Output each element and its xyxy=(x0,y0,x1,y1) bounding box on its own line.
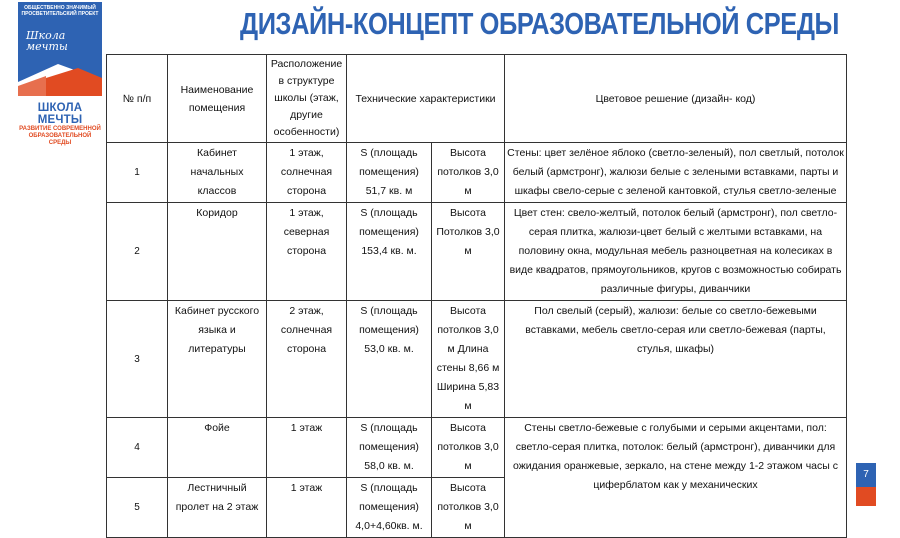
header-tech: Технические характеристики xyxy=(347,55,505,143)
row-num: 1 xyxy=(107,143,168,203)
row-area: S (площадь помещения) 153,4 кв. м. xyxy=(347,203,432,301)
logo-name: ШКОЛА МЕЧТЫ xyxy=(37,102,83,126)
row-height: Высота потолков 3,0 м xyxy=(432,143,505,203)
row-location: 1 этаж xyxy=(267,418,347,478)
page-accent-bar xyxy=(856,487,876,506)
row-height: Высота Потолков 3,0 м xyxy=(432,203,505,301)
row-location: 2 этаж, солнечная сторона xyxy=(267,301,347,418)
header-name: Наименование помещения xyxy=(168,55,267,143)
table-row xyxy=(107,203,847,301)
row-location: 1 этаж xyxy=(267,478,347,538)
logo-script-text: Школа мечты xyxy=(26,29,68,53)
header-num: № п/п xyxy=(107,55,168,143)
logo-subtitle: РАЗВИТИЕ СОВРЕМЕННОЙ ОБРАЗОВАТЕЛЬНОЙ СРЕДЫ xyxy=(19,126,101,146)
table-row xyxy=(107,418,847,478)
table-row xyxy=(107,301,847,418)
logo-emblem xyxy=(18,24,102,96)
row-location: 1 этаж, северная сторона xyxy=(267,203,347,301)
row-color: Пол свелый (серый), жалюзи: белые со светло-бежевыми вставками, мебель светло-серая или светло-бежевая (парты, стулья, шкафы) xyxy=(505,301,847,418)
row-area: S (площадь помещения) 51,7 кв. м xyxy=(347,143,432,203)
table-row xyxy=(107,143,847,203)
house-icon xyxy=(18,60,102,96)
row-height: Высота потолков 3,0 м xyxy=(432,418,505,478)
row-name: Кабинет русского языка и литературы xyxy=(168,301,267,418)
row-num: 2 xyxy=(107,203,168,301)
header-location: Расположение в структуре школы (этаж, другие особенности) xyxy=(267,55,347,143)
row-color: Стены светло-бежевые с голубыми и серыми акцентами, пол: светло-серая плитка, потолок: белый (армстронг), диванчики для ожидания оранжевые, зеркало, на стене между 1-2 этажом часы с циферблатом как у механических xyxy=(505,418,847,538)
row-height: Высота потолков 3,0 м Длина стены 8,66 м Ширина 5,83 м xyxy=(432,301,505,418)
row-num: 3 xyxy=(107,301,168,418)
row-area: S (площадь помещения) 4,0+4,60кв. м. xyxy=(347,478,432,538)
row-color: Стены: цвет зелёное яблоко (светло-зеленый), пол светлый, потолок белый (армстронг), жалюзи белые с зелеными вставками, парты и шкафы свело-серые с зеленой кантовкой, стулья светло-зеленые xyxy=(505,143,847,203)
row-location: 1 этаж, солнечная сторона xyxy=(267,143,347,203)
row-name: Лестничный пролет на 2 этаж xyxy=(168,478,267,538)
row-area: S (площадь помещения) 53,0 кв. м. xyxy=(347,301,432,418)
row-num: 4 xyxy=(107,418,168,478)
row-color: Цвет стен: свело-желтый, потолок белый (армстронг), пол светло-серая плитка, жалюзи-цвет белый с желтыми вставками, на половину окна, модульная мебель разноцветная на колесиках в виде квадратов, прямоугольников, кругов с возможностью собирать различные фигуры, диванчики xyxy=(505,203,847,301)
design-concept-table xyxy=(106,54,847,538)
row-name: Коридор xyxy=(168,203,267,301)
row-area: S (площадь помещения) 58,0 кв. м. xyxy=(347,418,432,478)
page-number: 7 xyxy=(856,463,876,487)
row-name: Кабинет начальных классов xyxy=(168,143,267,203)
row-num: 5 xyxy=(107,478,168,538)
row-name: Фойе xyxy=(168,418,267,478)
row-height: Высота потолков 3,0 м xyxy=(432,478,505,538)
logo-top-text: ОБЩЕСТВЕННО ЗНАЧИМЫЙ ПРОСВЕТИТЕЛЬСКИЙ ПРОЕКТ xyxy=(18,2,102,24)
header-color: Цветовое решение (дизайн- код) xyxy=(505,55,847,143)
table-header-row xyxy=(107,55,847,143)
page-title: ДИЗАЙН-КОНЦЕПТ ОБРАЗОВАТЕЛЬНОЙ СРЕДЫ xyxy=(240,6,840,41)
project-logo xyxy=(18,2,102,147)
